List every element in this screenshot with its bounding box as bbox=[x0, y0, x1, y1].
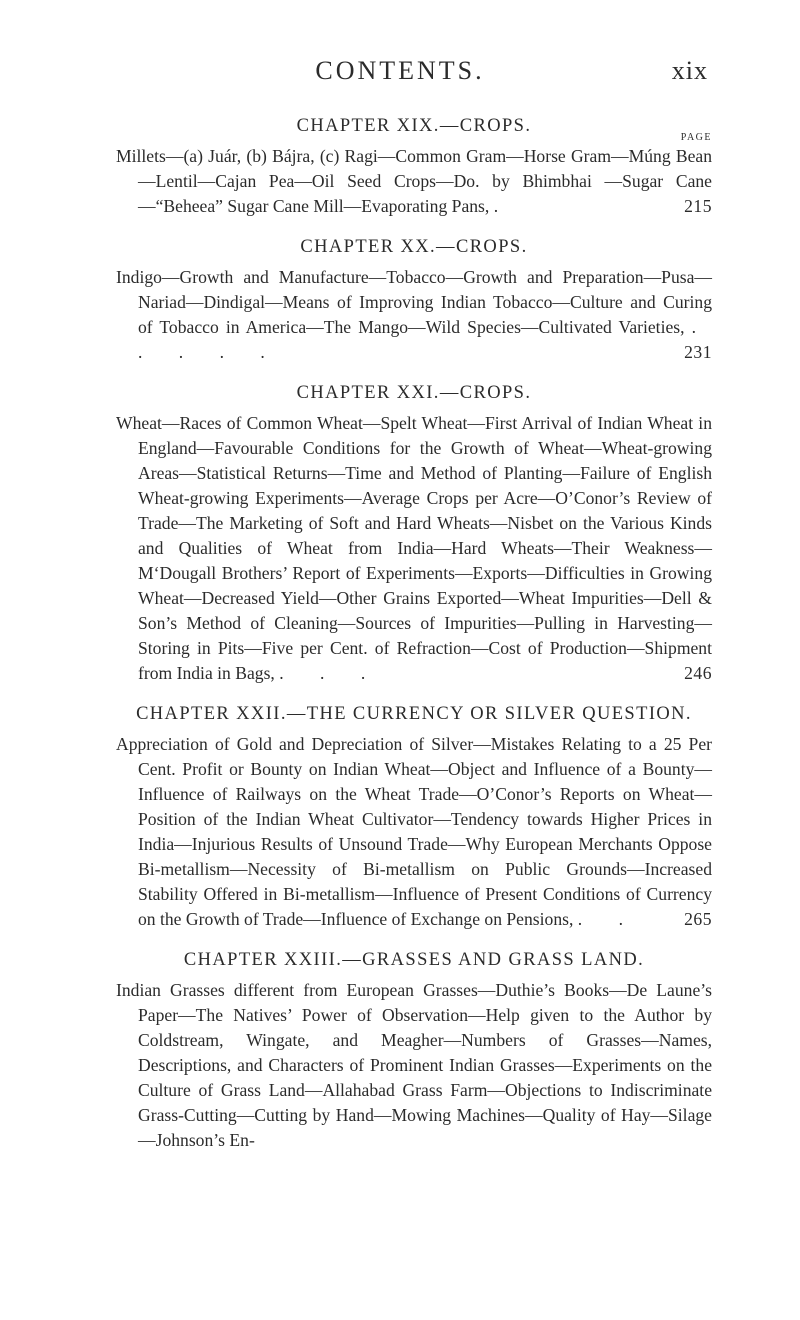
contents-list bbox=[116, 112, 712, 1153]
chapter-entry bbox=[116, 946, 712, 1153]
chapter-page-number: 265 bbox=[684, 909, 712, 929]
chapter-heading: CHAPTER XXII.—THE CURRENCY OR SILVER QUESTION. bbox=[136, 704, 692, 724]
topics-text: Appreciation of Gold and Depreciation of Silver—Mistakes Relating to a 25 Per Cent. Profit or Bounty on Indian Wheat—Object and Influence of a Bounty—Influence of Railways on the Wheat Trade—O’Conor’s Reports on Wheat—Position of the Indian Wheat Cultivator—Tendency towards Higher Prices in India—Injurious Results of Unsound Trade—Why European Merchants Oppose Bi-metallism—Necessity of Bi-metallism on Public Grounds—Increased Stability Offered in Bi-metallism—Influence of Present Conditions of Currency on the Growth of Trade—Influence of Exchange on Pensions, bbox=[116, 734, 712, 929]
running-title: CONTENTS. bbox=[315, 56, 485, 85]
chapter-page-number: 246 bbox=[684, 663, 712, 683]
leader-dots: . bbox=[493, 196, 515, 216]
chapter-heading: CHAPTER XIX.—CROPS. bbox=[296, 116, 532, 136]
topics-text: Indigo—Growth and Manufacture—Tobacco—Growth and Preparation—Pusa—Nariad—Dindigal—Means of Improving Indian Tobacco—Culture and Curing of Tobacco in America—The Mango—Wild Species—Cultivated Varieties, bbox=[116, 267, 712, 337]
chapter-topics bbox=[116, 265, 712, 365]
chapter-topics bbox=[116, 411, 712, 686]
chapter-entry bbox=[116, 379, 712, 686]
leader-dots: . . bbox=[577, 909, 639, 929]
chapter-entry bbox=[116, 112, 712, 219]
chapter-page-number: 215 bbox=[684, 196, 712, 216]
chapter-topics bbox=[116, 144, 712, 219]
chapter-topics bbox=[116, 978, 712, 1153]
page-number: xix bbox=[671, 56, 708, 85]
chapter-heading: CHAPTER XX.—CROPS. bbox=[300, 237, 528, 257]
topics-text: Millets—(a) Juár, (b) Bájra, (c) Ragi—Common Gram—Horse Gram—Múng Bean—Lentil—Cajan Pea—Oil Seed Crops—Do. by Bhimbhai —Sugar Cane—“Beheea” Sugar Cane Mill—Evaporating Pans, bbox=[116, 146, 712, 216]
leader-dots: . . . bbox=[279, 663, 382, 683]
chapter-topics bbox=[116, 732, 712, 932]
leader-dots: . . . . . bbox=[138, 317, 712, 362]
chapter-heading: CHAPTER XXIII.—GRASSES AND GRASS LAND. bbox=[183, 950, 645, 970]
chapter-heading: CHAPTER XXI.—CROPS. bbox=[296, 383, 532, 403]
chapter-page-number: 231 bbox=[684, 342, 712, 362]
running-head bbox=[0, 56, 800, 96]
page-column-label: PAGE bbox=[680, 132, 712, 143]
topics-text: Wheat—Races of Common Wheat—Spelt Wheat—First Arrival of Indian Wheat in England—Favourable Conditions for the Growth of Wheat—Wheat-growing Areas—Statistical Returns—Time and Method of Planting—Failure of English Wheat-growing Experiments—Average Crops per Acre—O’Conor’s Review of Trade—The Marketing of Soft and Hard Wheats—Nisbet on the Various Kinds and Qualities of Wheat from India—Hard Wheats—Their Weakness—M‘Dougall Brothers’ Report of Experiments—Exports—Difficulties in Growing Wheat—Decreased Yield—Other Grains Exported—Wheat Impurities—Dell & Son’s Method of Cleaning—Sources of Impurities—Pulling in Harvesting—Storing in Pits—Five per Cent. of Refraction—Cost of Production—Shipment from India in Bags, bbox=[116, 413, 712, 683]
chapter-entry bbox=[116, 700, 712, 932]
chapter-entry bbox=[116, 233, 712, 365]
topics-text: Indian Grasses different from European Grasses—Duthie’s Books—De Laune’s Paper—The Natives’ Power of Observation—Help given to the Author by Coldstream, Wingate, and Meagher—Numbers of Grasses—Names, Descriptions, and Characters of Prominent Indian Grasses—Experiments on the Culture of Grass Land—Allahabad Grass Farm—Objections to Indiscriminate Grass-Cutting—Cutting by Hand—Mowing Machines—Quality of Hay—Silage—Johnson’s En- bbox=[116, 980, 712, 1150]
